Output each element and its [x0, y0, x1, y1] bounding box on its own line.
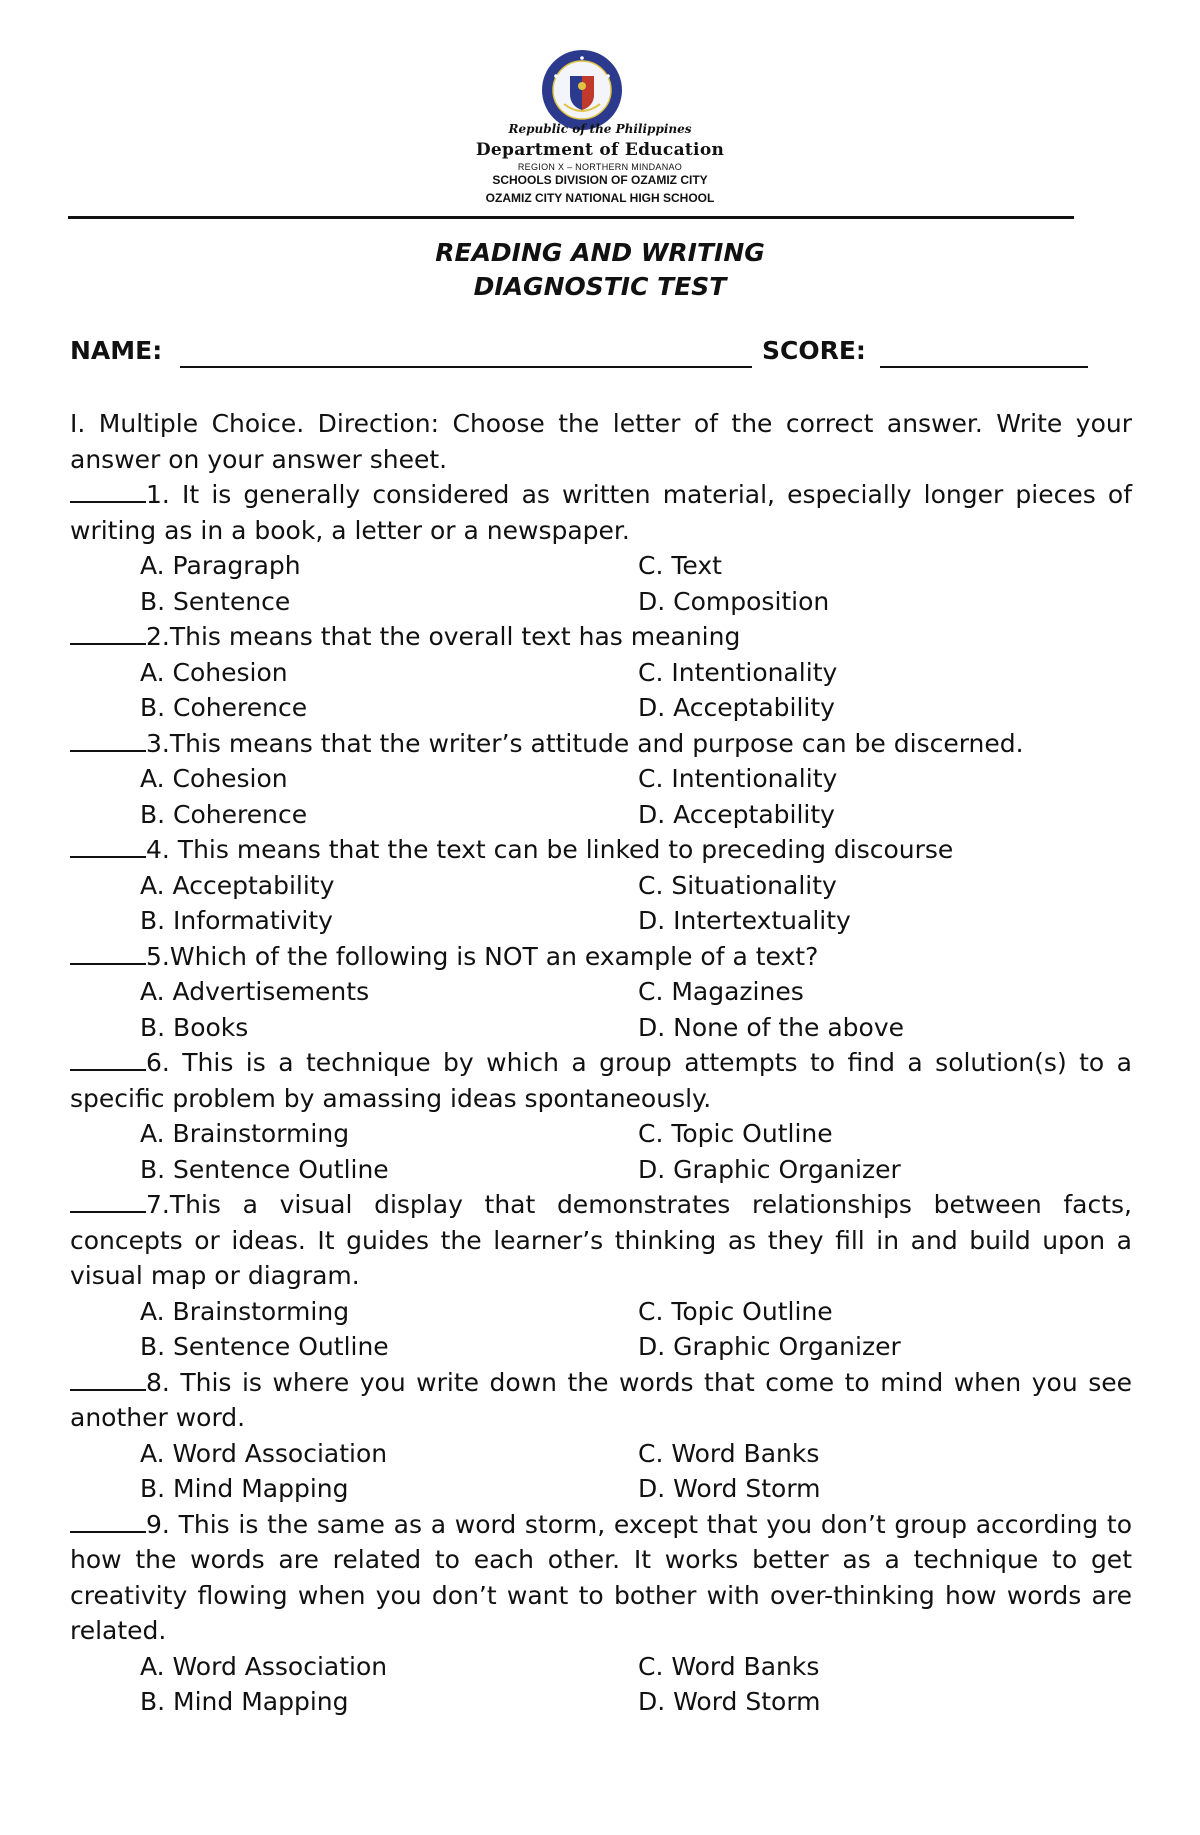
question-item [70, 477, 1132, 619]
test-body [70, 406, 1132, 1720]
question-prompt: 6. This is a technique by which a group attempts to find a solution(s) to a specific problem by amassing ideas spontaneously. [70, 1048, 1132, 1113]
option-c: C. Situationality [638, 870, 837, 900]
answer-blank[interactable] [70, 1367, 146, 1391]
option-a: A. Paragraph [140, 551, 301, 580]
test-subtitle: DIAGNOSTIC TEST [473, 272, 727, 301]
question-prompt: 2.This means that the overall text has meaning [146, 622, 741, 651]
question-item [70, 619, 1132, 726]
option-a: A. Advertisements [140, 977, 370, 1006]
answer-blank[interactable] [70, 941, 146, 965]
question-item [70, 1187, 1132, 1365]
question-prompt: 4. This means that the text can be linked to preceding discourse [146, 835, 954, 864]
answer-blank[interactable] [70, 1189, 146, 1213]
option-b: B. Sentence Outline [140, 1154, 389, 1184]
option-c: C. Magazines [638, 977, 804, 1006]
option-a: A. Word Association [140, 1438, 388, 1468]
score-label: SCORE: [762, 336, 866, 365]
options-grid [70, 1116, 1132, 1187]
deped-seal-icon [540, 48, 624, 132]
options-grid [70, 868, 1132, 939]
option-c: C. Intentionality [638, 764, 838, 793]
score-field[interactable] [880, 366, 1088, 368]
question-text [70, 1507, 1132, 1649]
option-c: C. Word Banks [638, 1651, 820, 1681]
name-score-row [70, 336, 1130, 376]
options-grid [70, 1649, 1132, 1720]
option-c: C. Intentionality [638, 657, 838, 687]
header-divider [68, 216, 1074, 219]
option-b: B. Books [140, 1012, 249, 1042]
header-region: REGION X – NORTHERN MINDANAO [517, 162, 683, 172]
header-division: SCHOOLS DIVISION OF OZAMIZ CITY [492, 173, 708, 187]
option-d: D. Composition [638, 586, 830, 616]
option-b: B. Mind Mapping [140, 1687, 349, 1716]
options-grid [70, 761, 1132, 832]
answer-blank[interactable] [70, 1509, 146, 1533]
option-b: B. Mind Mapping [140, 1474, 349, 1503]
option-b: B. Sentence [140, 586, 291, 616]
option-c: C. Word Banks [638, 1438, 820, 1468]
question-text [70, 1045, 1132, 1116]
option-d: D. Acceptability [638, 693, 835, 722]
options-grid [70, 655, 1132, 726]
options-grid [70, 1294, 1132, 1365]
option-c: C. Text [638, 551, 722, 580]
option-b: B. Sentence Outline [140, 1332, 389, 1361]
options-grid [70, 548, 1132, 619]
option-d: D. None of the above [638, 1012, 904, 1042]
question-item [70, 1365, 1132, 1507]
test-title: READING AND WRITING [435, 238, 765, 267]
option-d: D. Word Storm [638, 1474, 821, 1503]
option-d: D. Intertextuality [638, 906, 851, 935]
answer-blank[interactable] [70, 621, 146, 645]
option-d: D. Graphic Organizer [638, 1154, 901, 1184]
question-item [70, 939, 1132, 1046]
question-prompt: 9. This is the same as a word storm, except that you don’t group according to how the words are related to each other. It works better as a technique to get creativity flowing when you don’t want to bother with over-thinking how words are related. [70, 1509, 1132, 1645]
option-b: B. Coherence [140, 799, 308, 829]
question-list [70, 477, 1132, 1720]
question-prompt: 3.This means that the writer’s attitude and purpose can be discerned. [146, 728, 1024, 758]
options-grid [70, 974, 1132, 1045]
header-republic: Republic of the Philippines [508, 122, 692, 136]
option-d: D. Acceptability [638, 799, 835, 829]
answer-blank[interactable] [70, 728, 146, 752]
option-c: C. Topic Outline [638, 1119, 833, 1148]
option-a: A. Cohesion [140, 764, 288, 793]
answer-blank[interactable] [70, 1047, 146, 1071]
question-item [70, 1507, 1132, 1720]
question-prompt: 7.This a visual display that demonstrates relationships between facts, concepts or ideas. It guides the learner’s thinking as they fill in and build upon a visual map or diagram. [70, 1190, 1132, 1290]
question-item [70, 1045, 1132, 1187]
question-item [70, 726, 1132, 833]
header-department: Department of Education [475, 140, 725, 160]
question-item [70, 832, 1132, 939]
name-field[interactable] [180, 366, 752, 368]
question-prompt: 1. It is generally considered as written material, especially longer pieces of writing as in a book, a letter or a newspaper. [70, 480, 1132, 545]
option-d: D. Word Storm [638, 1687, 821, 1716]
option-b: B. Coherence [140, 693, 308, 722]
answer-blank[interactable] [70, 479, 146, 503]
question-text [70, 1365, 1132, 1436]
options-grid [70, 1436, 1132, 1507]
question-text [70, 477, 1132, 548]
option-a: A. Cohesion [140, 657, 288, 687]
question-prompt: 8. This is where you write down the words that come to mind when you see another word. [70, 1367, 1132, 1432]
option-a: A. Acceptability [140, 870, 335, 900]
option-a: A. Brainstorming [140, 1296, 350, 1326]
section-instruction: I. Multiple Choice. Direction: Choose the letter of the correct answer. Write your answer on your answer sheet. [70, 409, 1132, 474]
question-text [70, 832, 1132, 868]
question-text [70, 726, 1132, 762]
option-c: C. Topic Outline [638, 1296, 833, 1326]
option-b: B. Informativity [140, 906, 333, 935]
option-a: A. Brainstorming [140, 1119, 350, 1148]
option-a: A. Word Association [140, 1651, 388, 1681]
option-d: D. Graphic Organizer [638, 1332, 901, 1361]
question-text [70, 1187, 1132, 1294]
header-school: OZAMIZ CITY NATIONAL HIGH SCHOOL [485, 191, 715, 205]
question-text [70, 619, 1132, 655]
name-label: NAME: [70, 336, 163, 365]
question-text [70, 939, 1132, 975]
answer-blank[interactable] [70, 834, 146, 858]
question-prompt: 5.Which of the following is NOT an example of a text? [146, 941, 819, 971]
